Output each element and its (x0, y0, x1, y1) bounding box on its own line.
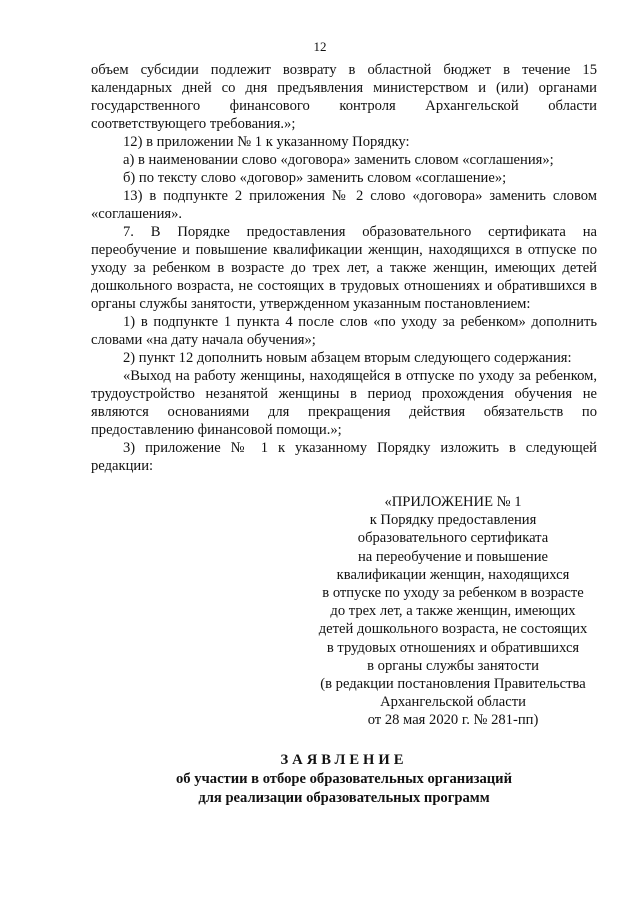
appendix-line: образовательного сертификата (357, 530, 549, 547)
paragraph: 3) приложение № 1 к указанному Порядку изложить в следующей редакции: (91, 440, 597, 474)
application-heading (91, 751, 597, 808)
appendix-line: в отпуске по уходу за ребенком в возрасте (322, 585, 584, 602)
paragraph: объем субсидии подлежит возврату в областной бюджет в течение 15 календарных дней со дня предъявления министерством и (или) органами государственного финансового контроля Архангельской области соответствующего требования.»; (91, 62, 597, 132)
appendix-line: на переобучение и повышение (357, 548, 549, 565)
appendix-line: в органы службы занятости (367, 657, 539, 674)
page-number: 12 (313, 39, 327, 54)
document-body (91, 61, 597, 475)
appendix-line: до трех лет, а также женщин, имеющих (330, 603, 576, 620)
appendix-line: к Порядку предоставления (369, 512, 537, 529)
paragraph: 13) в подпункте 2 приложения № 2 слово «договора» заменить словом «соглашения». (91, 188, 597, 222)
paragraph: 2) пункт 12 дополнить новым абзацем вторым следующего содержания: (123, 350, 572, 366)
appendix-line: (в редакции постановления Правительства (320, 676, 586, 693)
appendix-header (300, 493, 606, 730)
appendix-line: детей дошкольного возраста, не состоящих (318, 621, 588, 638)
paragraph: 7. В Порядке предоставления образовательного сертификата на переобучение и повышение квалификации женщин, находящихся в отпуске по уходу за ребенком в возрасте до трех лет, а также женщин, имеющих детей дошкольного возраста, не состоящих в трудовых отношениях и обратившихся в органы службы занятости, утвержденном указанным постановлением: (91, 224, 597, 312)
paragraph: а) в наименовании слово «договора» заменить словом «соглашения»; (123, 152, 554, 168)
appendix-line: Архангельской области (380, 694, 526, 711)
heading-subtitle: для реализации образовательных программ (198, 790, 490, 806)
paragraph: 12) в приложении № 1 к указанному Порядку: (123, 134, 410, 150)
appendix-line: в трудовых отношениях и обратившихся (326, 639, 580, 656)
appendix-line: квалификации женщин, находящихся (336, 566, 570, 583)
paragraph: б) по тексту слово «договор» заменить словом «соглашение»; (123, 170, 507, 186)
heading-title: ЗАЯВЛЕНИЕ (280, 752, 408, 768)
paragraph: «Выход на работу женщины, находящейся в отпуске по уходу за ребенком, трудоустройство незанятой женщины в период прохождения обучения не являются основаниями для прекращения действия обязательств по предоставлению финансовой помощи.»; (91, 368, 597, 438)
heading-subtitle: об участии в отборе образовательных организаций (176, 771, 512, 787)
paragraph: 1) в подпункте 1 пункта 4 после слов «по уходу за ребенком» дополнить словами «на дату начала обучения»; (91, 314, 597, 348)
appendix-line: от 28 мая 2020 г. № 281-пп) (367, 712, 539, 729)
appendix-line: «ПРИЛОЖЕНИЕ № 1 (384, 494, 522, 510)
